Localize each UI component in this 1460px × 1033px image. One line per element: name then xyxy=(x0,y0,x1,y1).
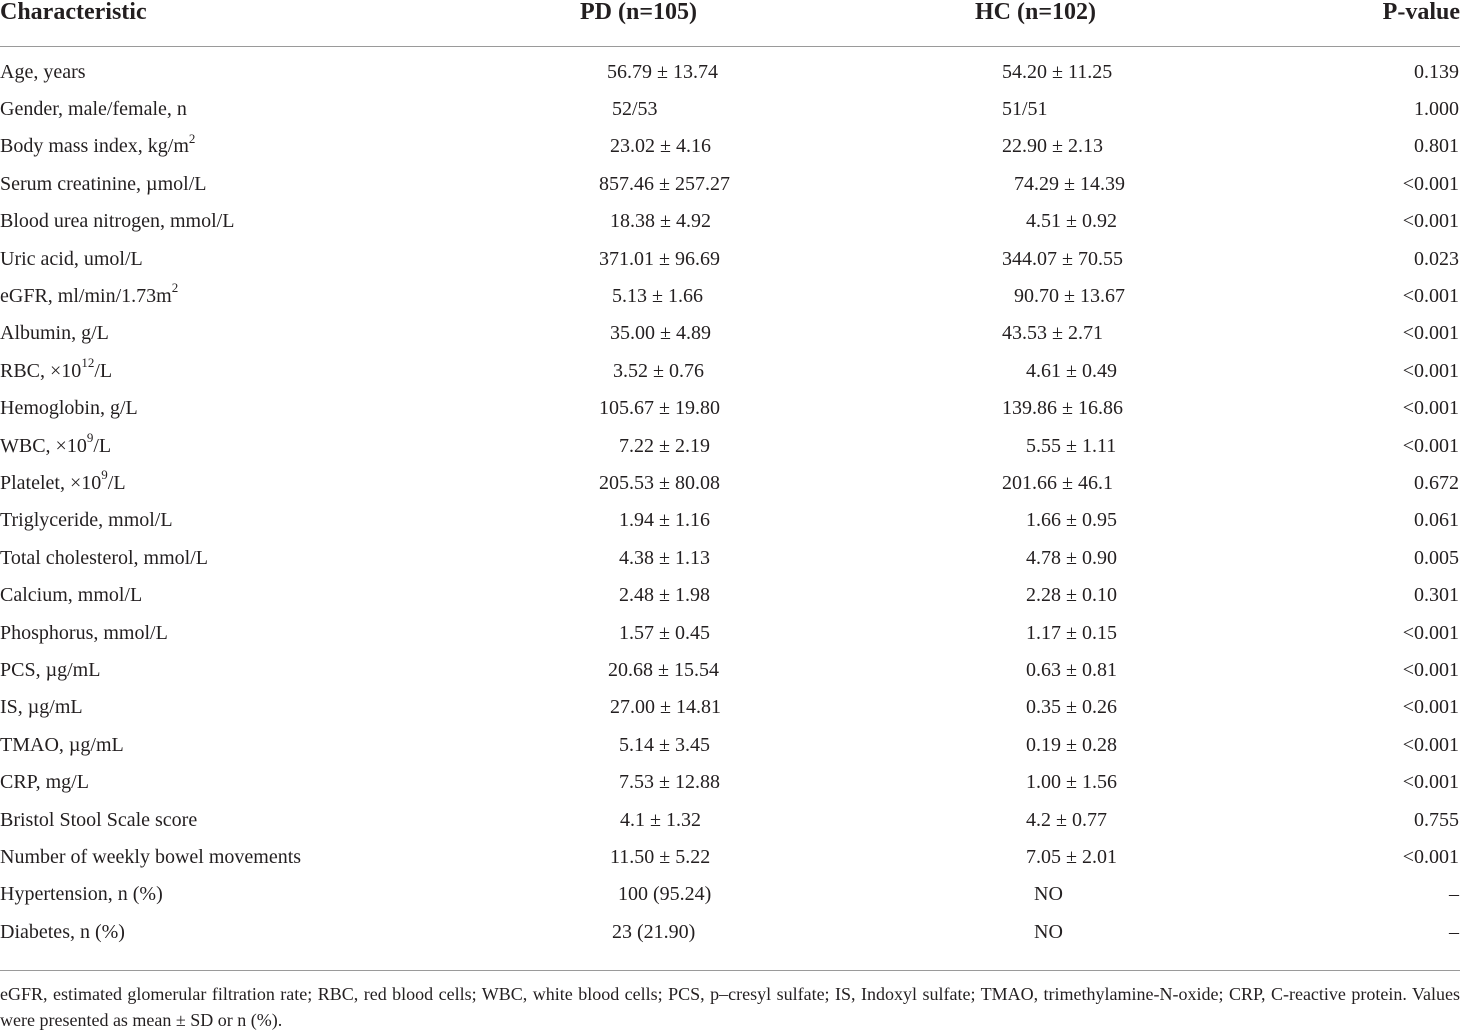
table-row xyxy=(0,576,1460,613)
characteristic-label: IS, µg/mL xyxy=(0,696,83,719)
row-hc-value: 7.05 ± 2.01 xyxy=(1026,845,1117,868)
row-characteristic xyxy=(0,277,520,314)
row-p-value: – xyxy=(1449,920,1459,943)
row-characteristic xyxy=(0,165,520,202)
characteristic-superscript: 2 xyxy=(188,130,196,146)
row-characteristic xyxy=(0,876,520,913)
row-p-value: <0.001 xyxy=(1402,359,1459,382)
row-characteristic xyxy=(0,240,520,277)
row-p-value: <0.001 xyxy=(1402,322,1459,345)
row-hc-value: 0.19 ± 0.28 xyxy=(1026,733,1117,756)
row-characteristic xyxy=(0,838,520,875)
row-pd-value: 11.50 ± 5.22 xyxy=(610,845,711,868)
characteristic-label: PCS, µg/mL xyxy=(0,658,101,681)
row-hc-value: 139.86 ± 16.86 xyxy=(1002,397,1123,420)
table-row xyxy=(0,876,1460,913)
row-pd-value: 857.46 ± 257.27 xyxy=(599,172,730,195)
characteristic-superscript: 9 xyxy=(101,467,108,483)
row-hc-value: 51/51 xyxy=(1002,98,1048,121)
row-characteristic xyxy=(0,315,520,352)
characteristic-label: Number of weekly bowel movements xyxy=(0,845,302,868)
characteristic-label: TMAO, µg/mL xyxy=(0,733,124,756)
row-p-value: 1.000 xyxy=(1414,98,1459,121)
row-pd-value: 5.14 ± 3.45 xyxy=(619,733,710,756)
row-pd-value: 1.57 ± 0.45 xyxy=(619,621,710,644)
table-row xyxy=(0,763,1460,800)
row-hc-value: 2.28 ± 0.10 xyxy=(1026,584,1117,607)
table-row xyxy=(0,689,1460,726)
table-row xyxy=(0,801,1460,838)
row-pd-value: 20.68 ± 15.54 xyxy=(608,658,719,681)
characteristic-label: Hemoglobin, g/L xyxy=(0,397,138,420)
table-row xyxy=(0,240,1460,277)
row-characteristic xyxy=(0,726,520,763)
row-hc-value: 90.70 ± 13.67 xyxy=(1014,285,1125,308)
table-row xyxy=(0,390,1460,427)
table-row xyxy=(0,539,1460,576)
row-p-value: <0.001 xyxy=(1402,845,1459,868)
table-row xyxy=(0,838,1460,875)
table-row xyxy=(0,352,1460,389)
row-hc-value: 201.66 ± 46.1 xyxy=(1002,471,1113,494)
characteristic-label: Body mass index, kg/m xyxy=(0,135,189,158)
row-hc-value: 74.29 ± 14.39 xyxy=(1014,172,1125,195)
row-hc-value: 1.00 ± 1.56 xyxy=(1026,771,1117,794)
row-p-value: – xyxy=(1449,883,1459,906)
row-hc-value: 344.07 ± 70.55 xyxy=(1002,247,1123,270)
header-row xyxy=(0,0,1460,47)
row-hc-value: 54.20 ± 11.25 xyxy=(1002,60,1113,83)
row-characteristic xyxy=(0,128,520,165)
row-hc-value: 5.55 ± 1.11 xyxy=(1026,434,1117,457)
row-pd-value: 5.13 ± 1.66 xyxy=(612,285,703,308)
table-row xyxy=(0,128,1460,165)
row-hc-value: NO xyxy=(1034,920,1063,943)
row-hc-value: 4.51 ± 0.92 xyxy=(1026,210,1117,233)
row-pd-value: 52/53 xyxy=(612,98,658,121)
row-characteristic xyxy=(0,47,520,91)
row-p-value: 0.301 xyxy=(1414,584,1459,607)
row-characteristic xyxy=(0,801,520,838)
characteristic-superscript: 12 xyxy=(81,355,95,371)
characteristic-label: eGFR, ml/min/1.73m xyxy=(0,285,172,308)
row-p-value: <0.001 xyxy=(1402,771,1459,794)
row-pd-value: 100 (95.24) xyxy=(618,883,712,906)
row-pd-value: 7.53 ± 12.88 xyxy=(619,771,720,794)
row-characteristic xyxy=(0,651,520,688)
characteristic-label: Calcium, mmol/L xyxy=(0,584,143,607)
characteristic-label: Diabetes, n (%) xyxy=(0,920,125,943)
row-hc-value: 1.66 ± 0.95 xyxy=(1026,509,1117,532)
row-pd-value: 105.67 ± 19.80 xyxy=(599,397,720,420)
table-row xyxy=(0,165,1460,202)
characteristic-label: Total cholesterol, mmol/L xyxy=(0,546,208,569)
table-body xyxy=(0,47,1460,967)
characteristic-label: WBC, ×10 xyxy=(0,434,87,457)
row-p-value: 0.801 xyxy=(1414,135,1459,158)
row-hc-value: NO xyxy=(1034,883,1063,906)
row-hc-value: 0.35 ± 0.26 xyxy=(1026,696,1117,719)
row-characteristic xyxy=(0,90,520,127)
row-characteristic xyxy=(0,464,520,501)
table-row xyxy=(0,427,1460,464)
row-hc-value: 43.53 ± 2.71 xyxy=(1002,322,1103,345)
row-characteristic xyxy=(0,539,520,576)
row-pd-value: 371.01 ± 96.69 xyxy=(599,247,720,270)
table-row xyxy=(0,502,1460,539)
row-characteristic xyxy=(0,913,520,966)
table-row xyxy=(0,90,1460,127)
table-row xyxy=(0,651,1460,688)
table-row xyxy=(0,913,1460,966)
row-pd-value: 2.48 ± 1.98 xyxy=(619,584,710,607)
row-hc-value: 22.90 ± 2.13 xyxy=(1002,135,1103,158)
row-hc-value: 4.61 ± 0.49 xyxy=(1026,359,1117,382)
row-characteristic xyxy=(0,427,520,464)
row-pd-value: 205.53 ± 80.08 xyxy=(599,471,720,494)
characteristic-suffix: /L xyxy=(94,359,113,382)
row-characteristic xyxy=(0,352,520,389)
table-footnote: eGFR, estimated glomerular filtration rate; RBC, red blood cells; WBC, white blood cells; PCS, p–cresyl sulfate; IS, Indoxyl sulfate; TMAO, trimethylamine-N-oxide; CRP, C-reactive protein. Values were presented as mean ± SD or n (%). xyxy=(0,970,1460,1033)
row-characteristic xyxy=(0,390,520,427)
characteristic-label: Platelet, ×10 xyxy=(0,471,102,494)
row-characteristic xyxy=(0,203,520,240)
row-p-value: 0.755 xyxy=(1414,808,1459,831)
row-pd-value: 23.02 ± 4.16 xyxy=(610,135,711,158)
row-p-value: <0.001 xyxy=(1402,696,1459,719)
row-p-value: 0.023 xyxy=(1414,247,1459,270)
row-p-value: <0.001 xyxy=(1402,733,1459,756)
row-p-value: <0.001 xyxy=(1402,285,1459,308)
row-characteristic xyxy=(0,576,520,613)
row-pd-value: 4.1 ± 1.32 xyxy=(620,808,701,831)
row-p-value: 0.672 xyxy=(1414,471,1459,494)
row-p-value: 0.061 xyxy=(1414,509,1459,532)
characteristic-label: Gender, male/female, n xyxy=(0,98,187,121)
characteristic-label: Phosphorus, mmol/L xyxy=(0,621,168,644)
row-hc-value: 1.17 ± 0.15 xyxy=(1026,621,1117,644)
row-characteristic xyxy=(0,763,520,800)
characteristic-label: CRP, mg/L xyxy=(0,771,89,794)
characteristic-label: RBC, ×10 xyxy=(0,359,82,382)
table-row xyxy=(0,614,1460,651)
characteristic-suffix: /L xyxy=(107,471,126,494)
header-p-value: P-value xyxy=(1320,0,1460,47)
characteristic-superscript: 9 xyxy=(86,429,94,445)
characteristic-label: Albumin, g/L xyxy=(0,322,109,345)
row-p-value: 0.005 xyxy=(1414,546,1459,569)
table-header xyxy=(0,0,1460,47)
characteristic-label: Serum creatinine, µmol/L xyxy=(0,172,207,195)
table-row xyxy=(0,203,1460,240)
table-row xyxy=(0,464,1460,501)
row-pd-value: 4.38 ± 1.13 xyxy=(619,546,710,569)
row-pd-value: 27.00 ± 14.81 xyxy=(610,696,721,719)
characteristic-label: Hypertension, n (%) xyxy=(0,883,163,906)
row-pd-value: 35.00 ± 4.89 xyxy=(610,322,711,345)
table-row xyxy=(0,47,1460,91)
header-hc: HC (n=102) xyxy=(820,0,1320,47)
characteristic-label: Triglyceride, mmol/L xyxy=(0,509,173,532)
row-pd-value: 7.22 ± 2.19 xyxy=(619,434,710,457)
row-p-value: <0.001 xyxy=(1402,434,1459,457)
row-p-value: <0.001 xyxy=(1402,210,1459,233)
table-row xyxy=(0,277,1460,314)
header-characteristic: Characteristic xyxy=(0,0,520,47)
characteristic-suffix: /L xyxy=(93,434,112,457)
row-characteristic xyxy=(0,614,520,651)
characteristic-label: Age, years xyxy=(0,60,86,83)
header-pd: PD (n=105) xyxy=(520,0,820,47)
row-p-value: <0.001 xyxy=(1402,621,1459,644)
characteristic-superscript: 2 xyxy=(171,280,179,296)
row-pd-value: 56.79 ± 13.74 xyxy=(607,60,718,83)
table-row xyxy=(0,315,1460,352)
characteristic-label: Blood urea nitrogen, mmol/L xyxy=(0,210,235,233)
row-pd-value: 1.94 ± 1.16 xyxy=(619,509,710,532)
row-pd-value: 23 (21.90) xyxy=(612,920,696,943)
row-p-value: <0.001 xyxy=(1402,658,1459,681)
row-p-value: <0.001 xyxy=(1402,172,1459,195)
characteristic-label: Bristol Stool Scale score xyxy=(0,808,198,831)
table-row xyxy=(0,726,1460,763)
row-hc-value: 0.63 ± 0.81 xyxy=(1026,658,1117,681)
row-characteristic xyxy=(0,689,520,726)
row-pd-value: 18.38 ± 4.92 xyxy=(610,210,711,233)
row-p-value: <0.001 xyxy=(1402,397,1459,420)
row-hc-value: 4.78 ± 0.90 xyxy=(1026,546,1117,569)
characteristic-label: Uric acid, umol/L xyxy=(0,247,143,270)
row-p-value: 0.139 xyxy=(1414,60,1459,83)
row-characteristic xyxy=(0,502,520,539)
row-hc-value: 4.2 ± 0.77 xyxy=(1026,808,1107,831)
row-pd-value: 3.52 ± 0.76 xyxy=(613,359,704,382)
